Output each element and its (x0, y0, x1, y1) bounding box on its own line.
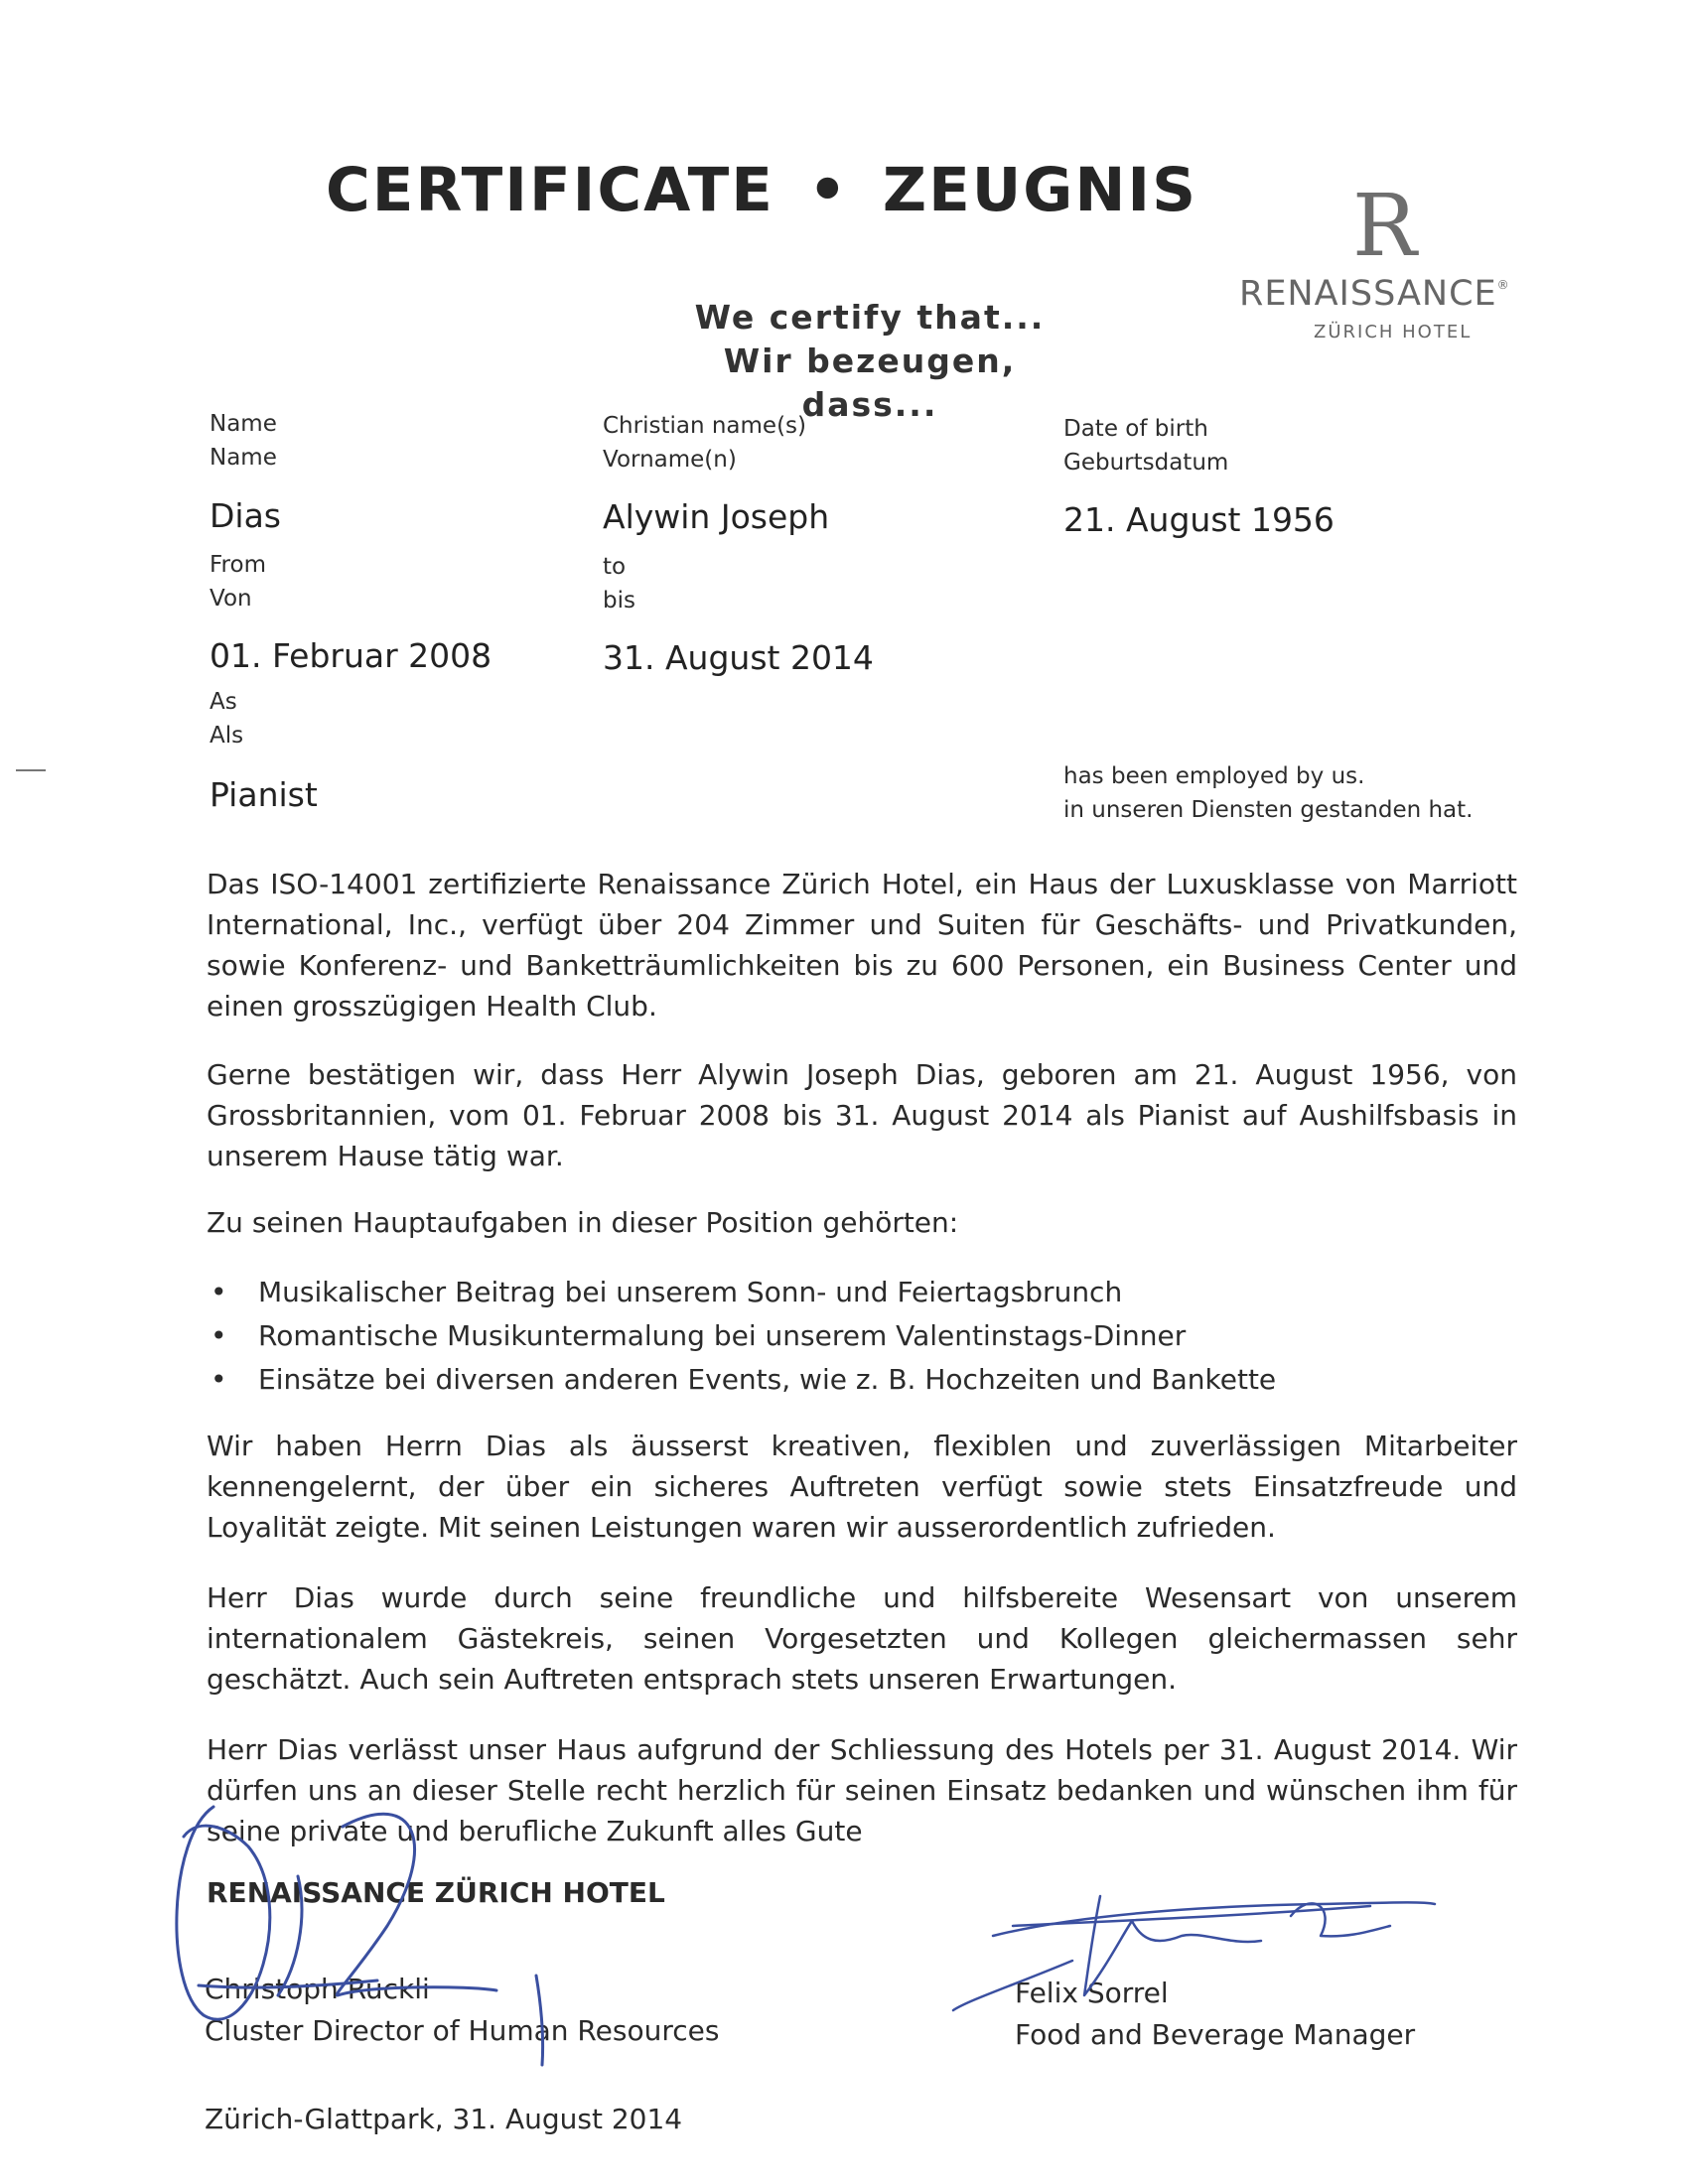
from-label-en: From (210, 552, 266, 578)
certify-english: We certify that... (694, 298, 1046, 337)
hotel-logo-mark: R (1352, 177, 1417, 276)
name-label-de: Name (210, 445, 277, 471)
title-english: CERTIFICATE (326, 155, 774, 225)
left-signatory-name: Christoph Ruckli (205, 1973, 430, 2005)
to-value: 31. August 2014 (603, 638, 874, 677)
as-label-en: As (210, 689, 237, 715)
right-signature-drawing (953, 1896, 1435, 2010)
date-of-birth-value: 21. August 1956 (1063, 500, 1335, 539)
christian-name-label-en: Christian name(s) (603, 413, 807, 439)
to-label-en: to (603, 554, 627, 580)
left-signatory-title: Cluster Director of Human Resources (205, 2014, 720, 2047)
certify-german: Wir bezeugen, dass... (723, 341, 1017, 424)
paragraph-evaluation: Wir haben Herrn Dias als äusserst kreativen, flexiblen und zuverlässigen Mitarbeiter kennengelernt, der über ein sicheres Auftreten verfügt sowie stets Einsatzfreude und Loyalität zeigte. Mit seinen Leistungen waren wir ausserordentlich zufrieden. (207, 1430, 1517, 1544)
registered-mark: ® (1496, 278, 1510, 292)
bullet: • (211, 1319, 227, 1352)
paragraph-duties-intro: Zu seinen Hauptaufgaben in dieser Position gehörten: (207, 1206, 959, 1239)
from-label-de: Von (210, 586, 252, 612)
christian-name-value: Alywin Joseph (603, 497, 830, 536)
duty-text: Musikalischer Beitrag bei unserem Sonn- und Feiertagsbrunch (258, 1276, 1123, 1308)
hotel-logo-subtitle: ZÜRICH HOTEL (1314, 322, 1473, 342)
position-value: Pianist (210, 775, 318, 814)
title-german: ZEUGNIS (882, 155, 1198, 225)
paragraph-conduct: Herr Dias wurde durch seine freundliche und hilfsbereite Wesensart von unserem internationalem Gästekreis, seinen Vorgesetzten und Kollegen gleichermassen sehr geschätzt. Auch sein Auftreten entsprach stets unseren Erwartungen. (207, 1581, 1517, 1696)
from-value: 01. Februar 2008 (210, 636, 492, 675)
paragraph-confirmation: Gerne bestätigen wir, dass Herr Alywin Joseph Dias, geboren am 21. August 1956, von Grossbritannien, vom 01. Februar 2008 bis 31. August 2014 als Pianist auf Aushilfsbasis in unserem Hause tätig war. (207, 1058, 1517, 1172)
to-label-de: bis (603, 588, 635, 614)
duty-text: Romantische Musikuntermalung bei unserem Valentinstags-Dinner (258, 1319, 1187, 1352)
hotel-signature-name: RENAISSANCE ZÜRICH HOTEL (207, 1876, 665, 1909)
name-label-en: Name (210, 411, 277, 437)
paragraph-hotel-description: Das ISO-14001 zertifizierte Renaissance Zürich Hotel, ein Haus der Luxusklasse von Marriott International, Inc., verfügt über 204 Zimmer und Suiten für Geschäfts- und Privatkunden, sowie Konferenz- und Banketträumlichkeiten bis zu 600 Personen, ein Business Center und einen grosszügigen Health Club. (207, 868, 1517, 1023)
employed-statement-de: in unseren Diensten gestanden hat. (1063, 797, 1474, 823)
date-of-birth-label-de: Geburtsdatum (1063, 450, 1229, 476)
title-separator: • (807, 155, 849, 225)
place-and-date: Zürich-Glattpark, 31. August 2014 (205, 2103, 683, 2135)
bullet: • (211, 1276, 227, 1308)
christian-name-label-de: Vorname(n) (603, 447, 737, 473)
as-label-de: Als (210, 723, 244, 749)
paragraph-closing: Herr Dias verlässt unser Haus aufgrund der Schliessung des Hotels per 31. August 2014. Wir dürfen uns an dieser Stelle recht herzlich für seinen Einsatz bedanken und wünschen ihm für seine private und berufliche Zukunft alles Gute (207, 1733, 1517, 1847)
hotel-logo-name-text: RENAISSANCE (1239, 274, 1497, 314)
name-value: Dias (210, 496, 281, 535)
left-signature-drawing (177, 1807, 543, 2065)
right-signatory-name: Felix Sorrel (1015, 1977, 1169, 2009)
bullet: • (211, 1363, 227, 1396)
date-of-birth-label-en: Date of birth (1063, 416, 1208, 442)
employed-statement-en: has been employed by us. (1063, 763, 1365, 789)
duty-text: Einsätze bei diversen anderen Events, wie z. B. Hochzeiten und Bankette (258, 1363, 1277, 1396)
right-signatory-title: Food and Beverage Manager (1015, 2018, 1416, 2051)
